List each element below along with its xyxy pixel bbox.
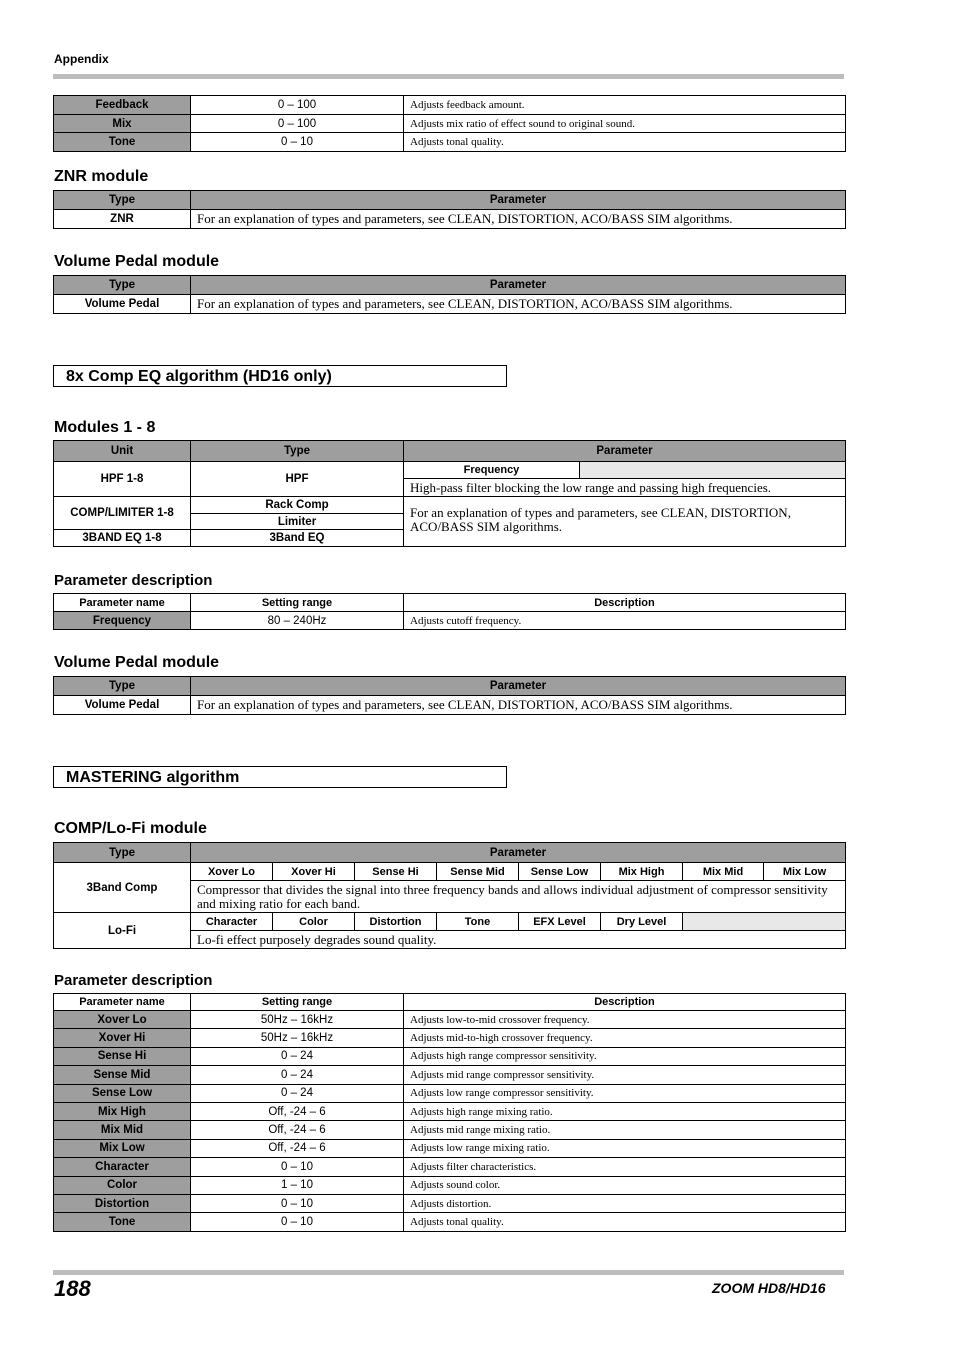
col-header-param-name: Parameter name — [54, 994, 191, 1011]
param-label: Tone — [437, 913, 519, 931]
param-desc: Adjusts tonal quality. — [404, 133, 846, 152]
table-row — [54, 696, 846, 715]
param-desc: Adjusts low range mixing ratio. — [404, 1139, 846, 1157]
page-number: 188 — [54, 1276, 91, 1301]
table-row — [54, 295, 846, 314]
param-range: 0 – 24 — [191, 1084, 404, 1102]
param-range: 0 – 24 — [191, 1047, 404, 1065]
band-comp-description: Compressor that divides the signal into three frequency bands and allows individual adjustment of compressor sensitivity and mixing ratio for each band. — [191, 881, 846, 913]
param-name: Feedback — [54, 96, 191, 115]
table-row — [54, 1121, 846, 1139]
param-name: Color — [54, 1176, 191, 1194]
footer-rule — [53, 1270, 844, 1275]
param-name: Tone — [54, 1213, 191, 1231]
table-row — [54, 1084, 846, 1102]
table-row — [54, 210, 846, 229]
table-row — [54, 913, 846, 931]
param-name: Xover Hi — [54, 1029, 191, 1047]
param-label: Xover Lo — [191, 863, 273, 881]
param-name: Character — [54, 1158, 191, 1176]
param-name: Sense Low — [54, 1084, 191, 1102]
param-range: Off, -24 – 6 — [191, 1139, 404, 1157]
param-name: Tone — [54, 133, 191, 152]
table-row — [54, 96, 846, 115]
param-range: 50Hz – 16kHz — [191, 1029, 404, 1047]
col-header-param-name: Parameter name — [54, 594, 191, 612]
col-header-description: Description — [404, 594, 846, 612]
znr-module-heading: ZNR module — [54, 168, 149, 185]
empty-param-cell — [580, 462, 846, 479]
param-desc: Adjusts feedback amount. — [404, 96, 846, 115]
param-range: 0 – 100 — [191, 115, 404, 133]
table-row — [54, 1047, 846, 1065]
param-label: Sense Hi — [355, 863, 437, 881]
param-label: Sense Low — [519, 863, 601, 881]
col-header-setting-range: Setting range — [191, 994, 404, 1011]
param-label: Dry Level — [601, 913, 683, 931]
table-row — [54, 1194, 846, 1212]
top-param-table — [53, 95, 846, 152]
table-row — [54, 115, 846, 133]
col-header-type: Type — [191, 441, 404, 462]
type-cell: Volume Pedal — [54, 696, 191, 715]
table-row — [54, 1102, 846, 1120]
param-range: 0 – 10 — [191, 133, 404, 152]
comp-lofi-heading: COMP/Lo-Fi module — [54, 820, 207, 837]
empty-param-cell — [683, 913, 846, 931]
param-label: Mix Low — [764, 863, 846, 881]
param-range: 80 – 240Hz — [191, 612, 404, 630]
param-range: Off, -24 – 6 — [191, 1102, 404, 1120]
table-row — [54, 1139, 846, 1157]
comp-lofi-table — [53, 842, 846, 949]
parameter-cell: For an explanation of types and parameters, see CLEAN, DISTORTION, ACO/BASS SIM algorithms. — [191, 295, 846, 314]
col-header-description: Description — [404, 994, 846, 1011]
table-row — [54, 1066, 846, 1084]
param-description-heading: Parameter description — [54, 572, 213, 589]
param-desc: Adjusts low range compressor sensitivity. — [404, 1084, 846, 1102]
section-header: Appendix — [54, 52, 109, 66]
param-range: 0 – 10 — [191, 1194, 404, 1212]
table-row — [54, 462, 846, 479]
col-header-parameter: Parameter — [191, 843, 846, 863]
col-header-type: Type — [54, 843, 191, 863]
unit-cell: 3BAND EQ 1-8 — [54, 530, 191, 547]
modules-table — [53, 440, 846, 547]
param-desc: Adjusts filter characteristics. — [404, 1158, 846, 1176]
volume-pedal-heading: Volume Pedal module — [54, 253, 220, 270]
param-desc: Adjusts distortion. — [404, 1194, 846, 1212]
col-header-parameter: Parameter — [191, 276, 846, 295]
table-row — [54, 497, 846, 514]
znr-table — [53, 190, 846, 229]
col-header-unit: Unit — [54, 441, 191, 462]
param-desc: Adjusts mid range compressor sensitivity. — [404, 1066, 846, 1084]
type-cell: Lo-Fi — [54, 913, 191, 949]
param-desc: Adjusts high range compressor sensitivity. — [404, 1047, 846, 1065]
param-name: Distortion — [54, 1194, 191, 1212]
param-name: Mix Mid — [54, 1121, 191, 1139]
type-cell: 3Band EQ — [191, 530, 404, 547]
col-header-type: Type — [54, 276, 191, 295]
algorithm-title-box: MASTERING algorithm — [53, 766, 507, 788]
param-desc: Adjusts cutoff frequency. — [404, 612, 846, 630]
param-range: 50Hz – 16kHz — [191, 1011, 404, 1029]
product-name: ZOOM HD8/HD16 — [712, 1280, 826, 1296]
table-row — [54, 1158, 846, 1176]
type-cell: Rack Comp — [191, 497, 404, 514]
table-row — [54, 133, 846, 152]
param-range: 0 – 10 — [191, 1158, 404, 1176]
type-cell: Limiter — [191, 514, 404, 530]
parameter-cell: For an explanation of types and parameters, see CLEAN, DISTORTION, ACO/BASS SIM algorithms. — [191, 696, 846, 715]
table-row — [54, 1011, 846, 1029]
volume-pedal-heading: Volume Pedal module — [54, 654, 220, 671]
param-name: Xover Lo — [54, 1011, 191, 1029]
table-row — [54, 1176, 846, 1194]
param-label: EFX Level — [519, 913, 601, 931]
param-label: Frequency — [404, 462, 580, 479]
col-header-parameter: Parameter — [404, 441, 846, 462]
col-header-type: Type — [54, 191, 191, 210]
param-range: 1 – 10 — [191, 1176, 404, 1194]
param-desc: Adjusts high range mixing ratio. — [404, 1102, 846, 1120]
col-header-type: Type — [54, 677, 191, 696]
col-header-parameter: Parameter — [191, 191, 846, 210]
algorithm-title-box: 8x Comp EQ algorithm (HD16 only) — [53, 365, 507, 387]
table-row — [54, 612, 846, 630]
param-range: Off, -24 – 6 — [191, 1121, 404, 1139]
param-desc: Adjusts tonal quality. — [404, 1213, 846, 1231]
param-range: 0 – 10 — [191, 1213, 404, 1231]
param-label: Mix Mid — [683, 863, 764, 881]
col-header-setting-range: Setting range — [191, 594, 404, 612]
parameter-cell: For an explanation of types and parameters, see CLEAN, DISTORTION, ACO/BASS SIM algorithms. — [191, 210, 846, 229]
param-label: Character — [191, 913, 273, 931]
volume-pedal-table — [53, 275, 846, 314]
param-label: Distortion — [355, 913, 437, 931]
param-name: Sense Mid — [54, 1066, 191, 1084]
param-desc: Adjusts mix ratio of effect sound to original sound. — [404, 115, 846, 133]
param-label: Mix High — [601, 863, 683, 881]
unit-cell: COMP/LIMITER 1-8 — [54, 497, 191, 530]
lofi-description: Lo-fi effect purposely degrades sound quality. — [191, 931, 846, 949]
table-row — [54, 863, 846, 881]
table-row — [54, 1029, 846, 1047]
param-range: 0 – 24 — [191, 1066, 404, 1084]
volume-pedal-table — [53, 676, 846, 715]
type-cell: Volume Pedal — [54, 295, 191, 314]
unit-cell: HPF 1-8 — [54, 462, 191, 497]
param-desc: Adjusts sound color. — [404, 1176, 846, 1194]
hpf-description: High-pass filter blocking the low range and passing high frequencies. — [404, 479, 846, 497]
modules-heading: Modules 1 - 8 — [54, 419, 156, 436]
param-range: 0 – 100 — [191, 96, 404, 115]
param-desc: Adjusts mid-to-high crossover frequency. — [404, 1029, 846, 1047]
param-name: Sense Hi — [54, 1047, 191, 1065]
param-description-heading: Parameter description — [54, 972, 213, 989]
param-name: Frequency — [54, 612, 191, 630]
param-description-table — [53, 593, 846, 630]
param-desc: Adjusts low-to-mid crossover frequency. — [404, 1011, 846, 1029]
param-description-table — [53, 993, 846, 1232]
param-name: Mix High — [54, 1102, 191, 1120]
param-name: Mix — [54, 115, 191, 133]
param-label: Xover Hi — [273, 863, 355, 881]
shared-description: For an explanation of types and parameters, see CLEAN, DISTORTION, ACO/BASS SIM algorithms. — [404, 497, 846, 547]
param-desc: Adjusts mid range mixing ratio. — [404, 1121, 846, 1139]
param-label: Sense Mid — [437, 863, 519, 881]
type-cell: 3Band Comp — [54, 863, 191, 913]
col-header-parameter: Parameter — [191, 677, 846, 696]
param-name: Mix Low — [54, 1139, 191, 1157]
type-cell: HPF — [191, 462, 404, 497]
table-row — [54, 1213, 846, 1231]
header-rule — [53, 74, 844, 79]
param-label: Color — [273, 913, 355, 931]
type-cell: ZNR — [54, 210, 191, 229]
